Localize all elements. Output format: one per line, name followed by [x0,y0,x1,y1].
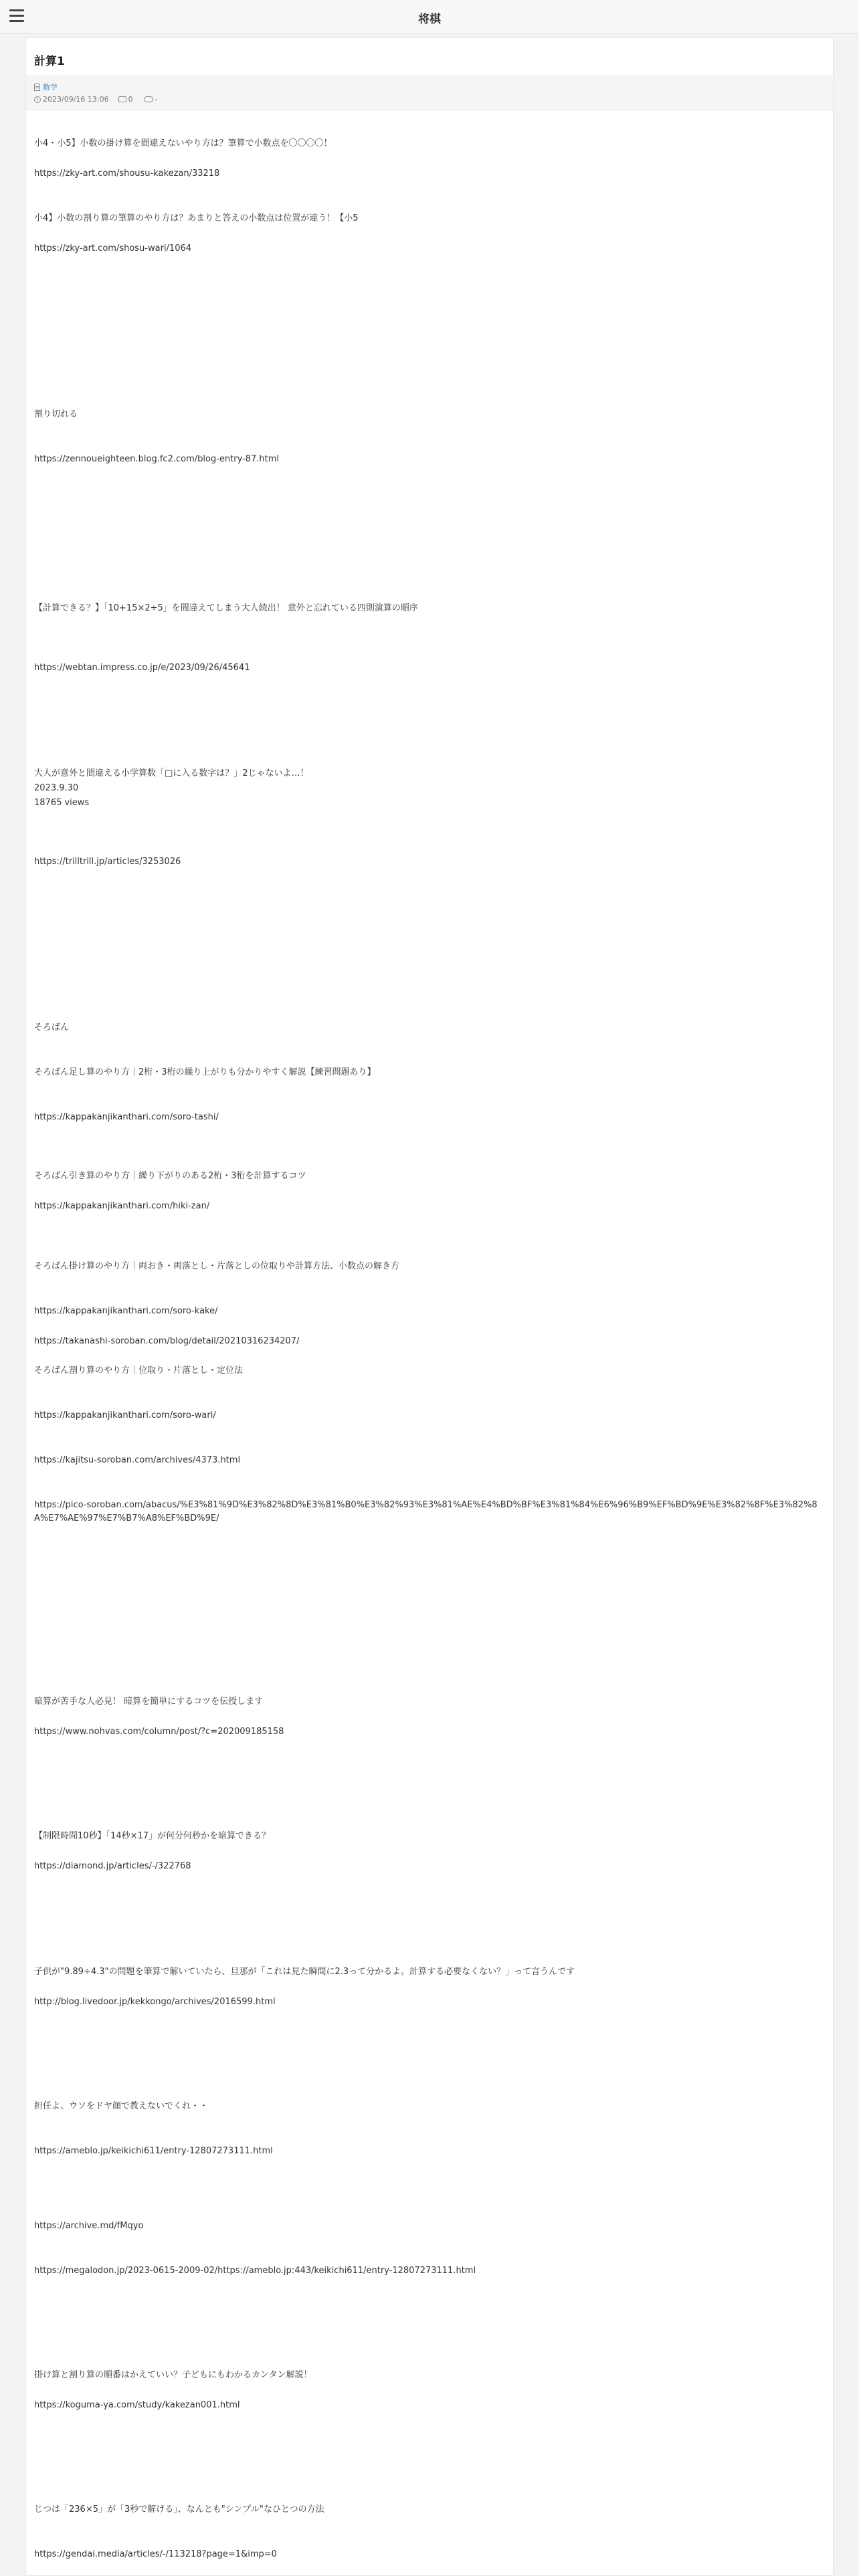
text-line: そろばん足し算のやり方｜2桁・3桁の繰り上がりも分かりやすく解説【練習問題あり】 [34,1067,376,1077]
post-card [25,37,834,2576]
link[interactable]: https://kajitsu-soroban.com/archives/4373.html [34,1455,241,1465]
category-label: 数学 [43,83,58,92]
link[interactable]: https://megalodon.jp/2023-0615-2009-02/https://ameblo.jp:443/keikichi611/entry-12807273111.html [34,2266,476,2276]
post-date: 2023/09/16 13:06 [43,95,109,104]
text-line: そろばん引き算のやり方｜繰り下がりのある2桁・3桁を計算するコツ [34,1171,306,1181]
link[interactable]: https://trilltrill.jp/articles/3253026 [34,857,181,867]
link[interactable]: https://zennoueighteen.blog.fc2.com/blog-entry-87.html [34,454,280,464]
text-line: 大人が意外と間違える小学算数「□に入る数字は？」2じゃないよ…！ [34,768,309,778]
link[interactable]: http://blog.livedoor.jp/kekkongo/archives/2016599.html [34,1997,276,2007]
clock-icon [34,96,41,103]
link[interactable]: https://webtan.impress.co.jp/e/2023/09/26/45641 [34,663,250,673]
post-meta [26,76,833,110]
text-line: 18765 views [34,798,90,808]
text-line: 【制限時間10秒】「14秒×17」が何分何秒かを暗算できる？ [34,1831,271,1841]
text-line: 子供が"9.89÷4.3"の問題を筆算で解いていたら、旦那が「これは見た瞬間に2.3って分かるよ。計算する必要なくない？」って言うんです [34,1967,575,1977]
link[interactable]: https://kappakanjikanthari.com/soro-kake/ [34,1306,218,1316]
link[interactable]: https://koguma-ya.com/study/kakezan001.html [34,2400,240,2410]
link[interactable]: https://pico-soroban.com/abacus/%E3%81%9D%E3%82%8D%E3%81%B0%E3%82%93%E3%81%AE%E4%BD%BF%E3%81%84%E6%96%B9%EF%BD%9E%E3%82%8F%E3%82%8A%E7%AE%97%E7%B7%A8%EF%BD%9E/ [34,1500,818,1523]
link[interactable]: https://zky-art.com/shousu-kakezan/33218 [34,169,220,179]
link[interactable]: https://ameblo.jp/keikichi611/entry-12807273111.html [34,2146,273,2156]
link[interactable]: https://archive.md/fMqyo [34,2221,144,2231]
app-title: 将棋 [418,13,441,26]
text-line: 小4】小数の割り算の筆算のやり方は？あまりと答えの小数点は位置が違う！【小5 [34,213,359,223]
document-icon [34,84,40,91]
link[interactable]: https://takanashi-soroban.com/blog/detail/20210316234207/ [34,1336,300,1346]
post-title: 計算1 [34,55,65,68]
text-line: 暗算が苦手な人必見！ 暗算を簡単にするコツを伝授します [34,1697,264,1707]
post-info [34,95,158,104]
link[interactable]: https://kappakanjikanthari.com/soro-tashi/ [34,1112,219,1122]
text-line: 2023.9.30 [34,783,79,793]
text-line: 【計算できる？】「10+15×2÷5」を間違えてしまう大人続出！ 意外と忘れている四則演算の順序 [34,603,418,613]
text-line: そろばん掛け算のやり方｜両おき・両落とし・片落としの位取りや計算方法、小数点の解き方 [34,1261,400,1271]
text-line: そろばん割り算のやり方｜位取り・片落とし・定位法 [34,1366,244,1376]
link[interactable]: https://kappakanjikanthari.com/hiki-zan/ [34,1201,210,1211]
text-line: じつは「236×5」が「3秒で解ける」、なんとも"シンプル"なひとつの方法 [34,2504,324,2514]
link[interactable]: https://kappakanjikanthari.com/soro-wari/ [34,1410,216,1420]
link[interactable]: https://www.nohvas.com/column/post/?c=202009185158 [34,1727,284,1737]
post-tags: - [155,95,158,104]
text-line: 割り切れる [34,409,78,419]
link[interactable]: https://diamond.jp/articles/-/322768 [34,1861,191,1871]
link[interactable]: https://zky-art.com/shosu-wari/1064 [34,243,192,253]
category-link[interactable] [34,82,58,92]
text-line: 小4・小5】小数の掛け算を間違えないやり方は？筆算で小数点を〇〇〇〇！ [34,138,332,148]
comment-count: 0 [128,95,133,104]
link[interactable]: https://gendai.media/articles/-/113218?page=1&imp=0 [34,2549,277,2559]
tag-icon[interactable] [144,96,153,102]
top-app-bar [0,0,859,33]
text-line: 掛け算と割り算の順番はかえていい？子どもにもわかるカンタン解説！ [34,2370,312,2380]
text-line: 担任よ、ウソをドヤ顔で教えないでくれ・・ [34,2101,209,2111]
text-line: そろばん [34,1023,70,1033]
comment-icon[interactable] [118,96,126,102]
